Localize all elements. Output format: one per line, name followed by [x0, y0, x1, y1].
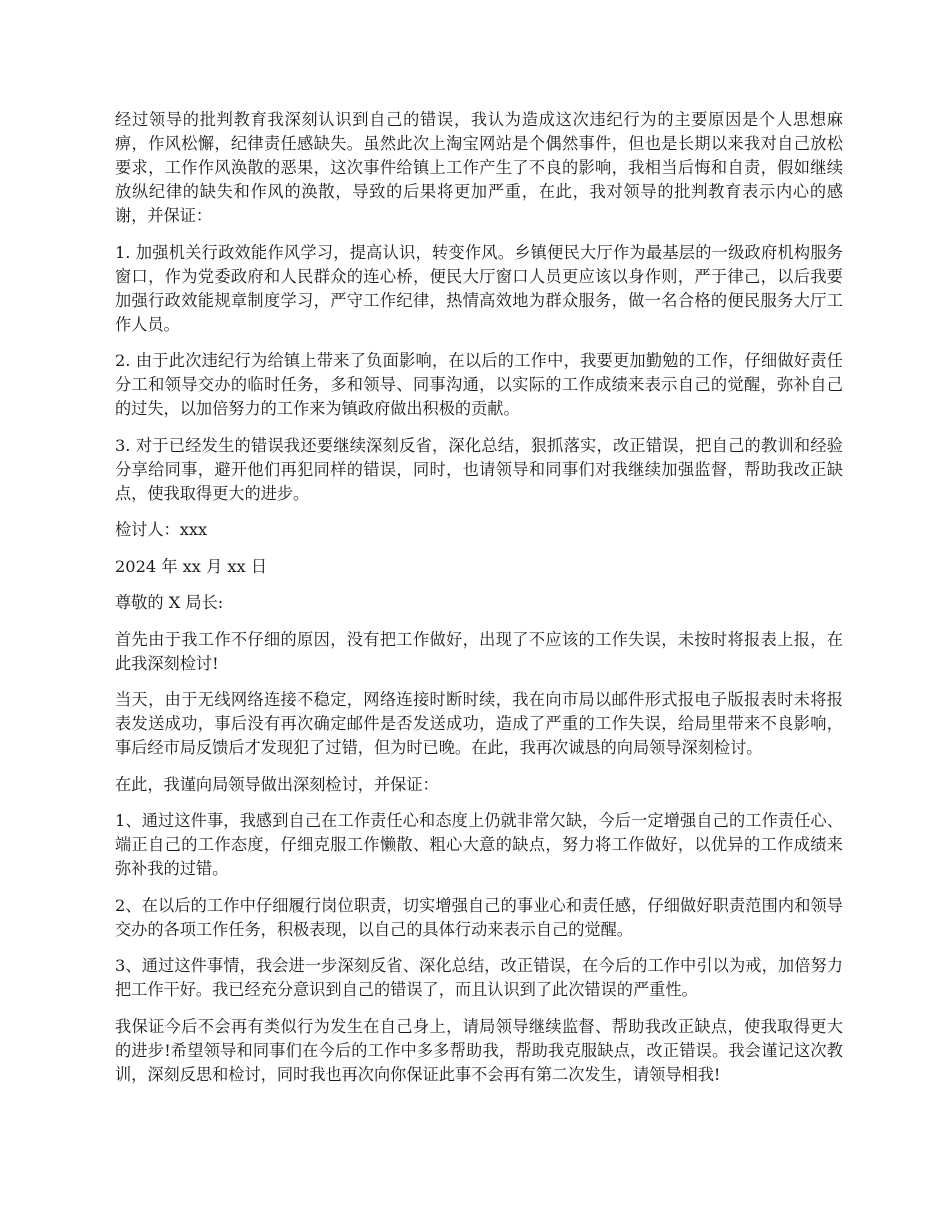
signature-line: 检讨人：xxx: [115, 520, 208, 539]
paragraph-self-reflection: 经过领导的批判教育我深刻认识到自己的错误，我认为造成这次违纪行为的主要原因是个人思想麻痹，作风松懈，纪律责任感缺失。虽然此次上淘宝网站是个偶然事件，但也是长期以来我对自己放松要求，工作作风涣散的恶果，这次事件给镇上工作产生了不良的影响，我相当后悔和自责，假如继续放纵纪律的缺失和作风的涣散，导致的后果将更加严重，在此，我对领导的批判教育表示内心的感谢，并保证：: [115, 110, 843, 225]
paragraph-guarantee-1: 1、通过这件事，我感到自己在工作责任心和态度上仍就非常欠缺，今后一定增强自己的工作责任心、端正自己的工作态度，仔细克服工作懒散、粗心大意的缺点，努力将工作做好，以优异的工作成绩来弥补我的过错。: [115, 811, 843, 878]
salutation: 尊敬的 X 局长:: [115, 593, 224, 612]
paragraph-guarantee-intro: 在此，我谨向局领导做出深刻检讨，并保证：: [115, 774, 439, 794]
paragraph-guarantee-3: 3、通过这件事情，我会进一步深刻反省、深化总结，改正错误，在今后的工作中引以为戒，加倍努力把工作干好。我已经充分意识到自己的错误了，而且认识到了此次错误的严重性。: [115, 956, 843, 999]
paragraph-pledge-2: 2. 由于此次违纪行为给镇上带来了负面影响，在以后的工作中，我要更加勤勉的工作，仔细做好责任分工和领导交办的临时任务，多和领导、同事沟通，以实际的工作成绩来表示自己的觉醒，弥补自己的过失，以加倍努力的工作来为镇政府做出积极的贡献。: [115, 351, 843, 418]
paragraph-pledge-1: 1. 加强机关行政效能作风学习，提高认识，转变作风。乡镇便民大厅作为最基层的一级政府机构服务窗口，作为党委政府和人民群众的连心桥，便民大厅窗口人员更应该以身作则，严于律己，以后我要加强行政效能规章制度学习，严守工作纪律，热情高效地为群众服务，做一名合格的便民服务大厅工作人员。: [115, 242, 843, 334]
paragraph-pledge-3: 3. 对于已经发生的错误我还要继续深刻反省，深化总结，狠抓落实，改正错误，把自己的教训和经验分享给同事，避开他们再犯同样的错误，同时，也请领导和同事们对我继续加强监督，帮助我改正缺点，使我取得更大的进步。: [115, 435, 843, 503]
document-body: [115, 108, 843, 1099]
paragraph-incident: 当天，由于无线网络连接不稳定，网络连接时断时续，我在向市局以邮件形式报电子版报表时未将报表发送成功，事后没有再次确定邮件是否发送成功，造成了严重的工作失误，给局里带来不良影响，事后经市局反馈后才发现犯了过错，但为时已晚。在此，我再次诚恳的向局领导深刻检讨。: [115, 690, 843, 757]
paragraph-apology-intro: 首先由于我工作不仔细的原因，没有把工作做好，出现了不应该的工作失误，未按时将报表上报，在此我深刻检讨!: [115, 629, 843, 673]
date-line: 2024 年 xx 月 xx 日: [115, 556, 268, 576]
paragraph-closing: 我保证今后不会再有类似行为发生在自己身上，请局领导继续监督、帮助我改正缺点，使我取得更大的进步!希望领导和同事们在今后的工作中多多帮助我，帮助我克服缺点，改正错误。我会谨记这次教训，深刻反思和检讨，同时我也再次向你保证此事不会再有第二次发生，请领导相我!: [115, 1016, 843, 1084]
paragraph-guarantee-2: 2、在以后的工作中仔细履行岗位职责，切实增强自己的事业心和责任感，仔细做好职责范围内和领导交办的各项工作任务，积极表现，以自己的具体行动来表示自己的觉醒。: [115, 895, 843, 939]
